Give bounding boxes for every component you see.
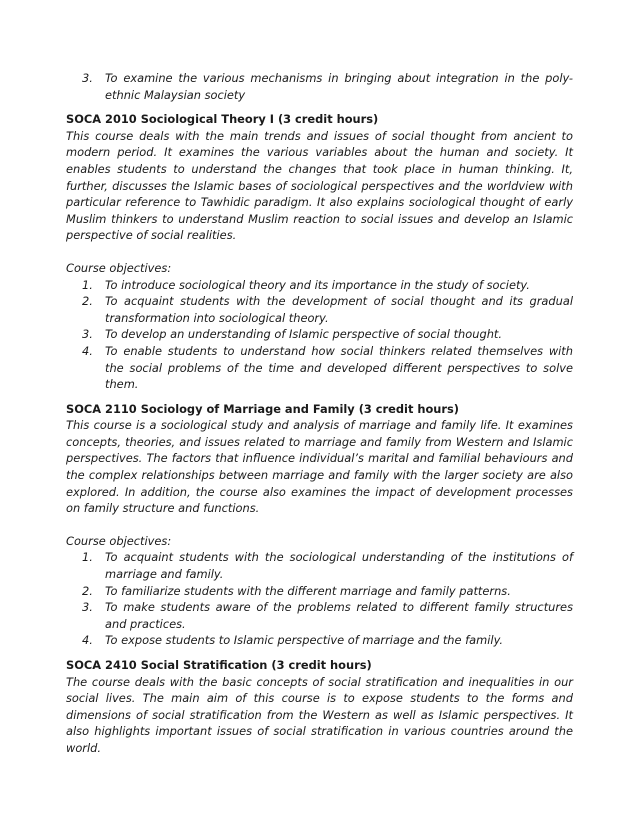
objective-item [82, 70, 573, 103]
objective-number: 3. [82, 71, 93, 85]
objective-number: 3. [82, 327, 93, 342]
course-title: SOCA 2010 Sociological Theory I (3 credit hours) [66, 112, 379, 127]
objectives-list [66, 277, 573, 393]
course-objectives [66, 533, 573, 649]
objective-text: To develop an understanding of Islamic perspective of social thought. [105, 327, 503, 342]
course-soca-2410 [66, 657, 573, 757]
document-page [66, 70, 573, 757]
objective-item [82, 583, 573, 600]
objective-number: 3. [82, 600, 93, 615]
objective-text: To introduce sociological theory and its importance in the study of society. [105, 277, 530, 292]
course-soca-2110 [66, 401, 573, 649]
objective-text: To acquaint students with the sociological understanding of the institutions of marriage and family. [105, 550, 573, 582]
objective-number: 4. [82, 343, 93, 358]
objective-text: To make students aware of the problems related to different family structures and practices. [105, 600, 573, 631]
objective-text: To examine the various mechanisms in bringing about integration in the poly-ethnic Malaysian society [105, 71, 573, 102]
objectives-list [66, 549, 573, 649]
objectives-heading: Course objectives: [66, 260, 172, 275]
course-description: This course deals with the main trends and issues of social thought from ancient to modern period. It examines the various variables about the human and society. It enables students to understand the changes that took place in human thinking. It, further, discusses the Islamic bases of sociological perspectives and the worldview with particular reference to Tawhidic paradigm. It also explains sociological thought of early Muslim thinkers to understand Muslim reaction to social issues and develop an Islamic perspective of social realities. [66, 128, 573, 243]
course-title: SOCA 2410 Social Stratification (3 credit hours) [66, 658, 372, 672]
course-title: SOCA 2110 Sociology of Marriage and Family (3 credit hours) [66, 401, 460, 416]
objective-text: To enable students to understand how social thinkers related themselves with the social problems of the time and developed different perspectives to solve them. [105, 343, 573, 392]
objective-text: To acquaint students with the development of social thought and its gradual transformation into sociological theory. [105, 294, 573, 325]
objective-number: 1. [82, 550, 93, 565]
course-objectives [66, 260, 573, 393]
continued-objectives-list [66, 70, 573, 103]
objective-number: 2. [82, 583, 93, 598]
objective-item [82, 632, 573, 649]
objective-item [82, 549, 573, 582]
objectives-heading: Course objectives: [66, 533, 172, 548]
objective-item [82, 343, 573, 393]
course-description: The course deals with the basic concepts of social stratification and inequalities in our social lives. The main aim of this course is to expose students to the forms and dimensions of social stratification from the Western as well as Islamic perspectives. It also highlights important issues of social stratification in various countries around the world. [66, 674, 573, 755]
objective-item [82, 293, 573, 326]
course-soca-2010 [66, 111, 573, 393]
objective-number: 1. [82, 277, 93, 292]
course-description: This course is a sociological study and analysis of marriage and family life. It examines concepts, theories, and issues related to marriage and family from Western and Islamic perspectives. The factors that influence individual’s marital and familial behaviours and the complex relationships between marriage and family with the larger society are also explored. In addition, the course also examines the impact of development processes on family structure and functions. [66, 418, 573, 516]
objective-text: To expose students to Islamic perspective of marriage and the family. [105, 633, 504, 648]
objective-number: 2. [82, 294, 93, 309]
objective-number: 4. [82, 633, 93, 648]
objective-text: To familiarize students with the different marriage and family patterns. [105, 583, 511, 598]
objective-item [82, 599, 573, 632]
objective-item [82, 277, 573, 294]
objective-item [82, 326, 573, 343]
